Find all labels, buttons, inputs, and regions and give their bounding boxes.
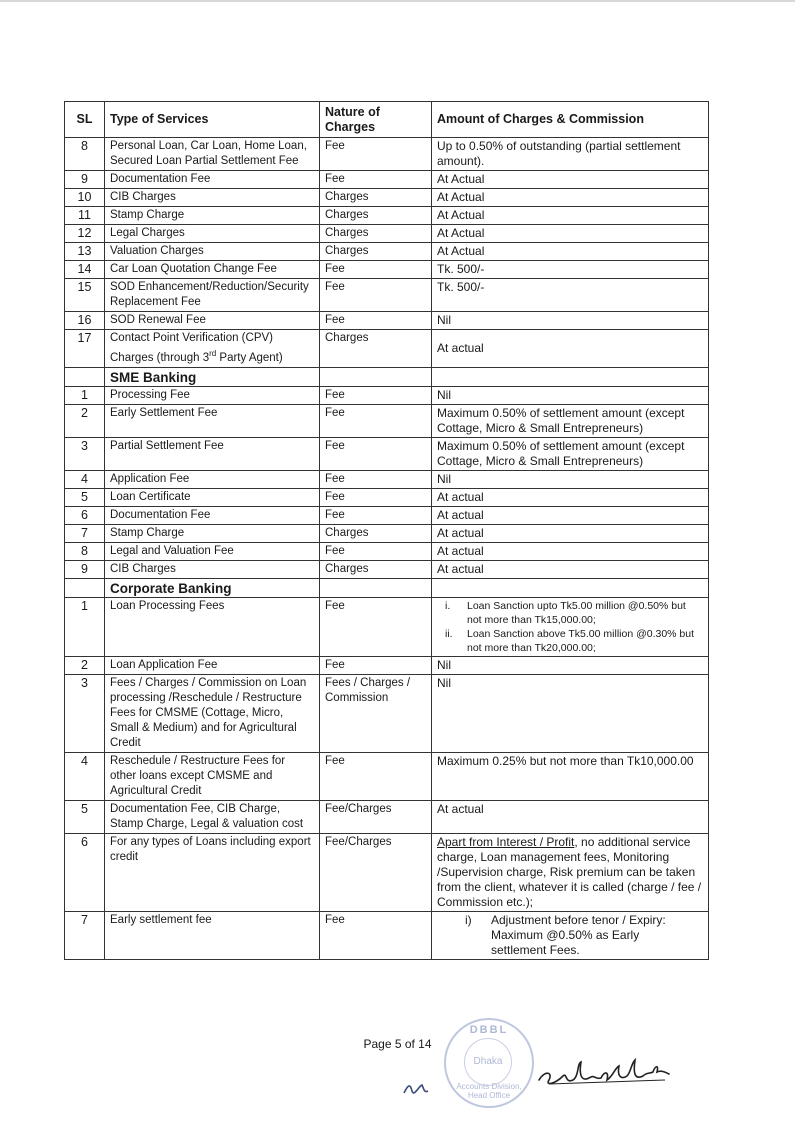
- row-service: CIB Charges: [105, 189, 320, 207]
- row-amount: At actual: [432, 330, 709, 368]
- top-border: [0, 0, 795, 2]
- row-sl: 6: [65, 506, 105, 524]
- row-sl: 10: [65, 189, 105, 207]
- row-service: Loan Application Fee: [105, 656, 320, 674]
- list-number: i): [465, 912, 472, 927]
- row-amount: [432, 833, 709, 911]
- row-amount: Nil: [432, 674, 709, 752]
- table-row: [65, 207, 709, 225]
- row-nature: Charges: [320, 207, 432, 225]
- row-service: SOD Enhancement/Reduction/Security Replacement Fee: [105, 279, 320, 312]
- signature: [535, 1050, 675, 1095]
- row-sl: 6: [65, 833, 105, 911]
- list-number: ii.: [445, 627, 453, 640]
- charges-table: [64, 101, 709, 960]
- table-row: [65, 752, 709, 800]
- fee-list: [437, 599, 703, 655]
- row-sl: 11: [65, 207, 105, 225]
- row-amount: At actual: [432, 560, 709, 578]
- row-service: [105, 330, 320, 368]
- amount-text: , no additional service charge, Loan management fees, Monitoring /Supervision charge, Risk premium can be taken from the client, whatever it is called (charge / fee / Commission etc.);: [437, 834, 702, 909]
- empty-cell: [65, 578, 105, 597]
- empty-cell: [432, 578, 709, 597]
- list-item: [437, 627, 703, 655]
- row-nature: Fee/Charges: [320, 833, 432, 911]
- empty-cell: [320, 578, 432, 597]
- empty-cell: [65, 367, 105, 386]
- row-sl: 16: [65, 312, 105, 330]
- row-amount: Nil: [432, 656, 709, 674]
- row-amount: At actual: [432, 542, 709, 560]
- row-service: Documentation Fee, CIB Charge, Stamp Charge, Legal & valuation cost: [105, 800, 320, 833]
- section-heading-row: [65, 367, 709, 386]
- table-row: [65, 674, 709, 752]
- corporate-rows: [65, 656, 709, 833]
- header-amount: Amount of Charges & Commission: [432, 102, 709, 138]
- row-amount: At actual: [432, 800, 709, 833]
- row-service: Legal Charges: [105, 225, 320, 243]
- row-amount: Maximum 0.25% but not more than Tk10,000.00: [432, 752, 709, 800]
- empty-cell: [432, 367, 709, 386]
- row-nature: Fee/Charges: [320, 800, 432, 833]
- row-amount: At Actual: [432, 171, 709, 189]
- table-row: [65, 404, 709, 437]
- service-text: Contact Point Verification (CPV) Charges (through 3: [110, 332, 273, 364]
- header-sl: SL: [65, 102, 105, 138]
- table-row: [65, 189, 709, 207]
- page-number: Page 5 of 14: [363, 1037, 432, 1051]
- row-sl: 1: [65, 597, 105, 656]
- row-amount: At Actual: [432, 189, 709, 207]
- row-service: SOD Renewal Fee: [105, 312, 320, 330]
- row-amount: [432, 597, 709, 656]
- section-title-corporate: Corporate Banking: [105, 578, 320, 597]
- corporate-tail: [65, 833, 709, 959]
- empty-cell: [320, 367, 432, 386]
- superscript: rd: [209, 349, 217, 358]
- row-service: Personal Loan, Car Loan, Home Loan, Secured Loan Partial Settlement Fee: [105, 138, 320, 171]
- retail-section: [65, 138, 709, 330]
- row-nature: Charges: [320, 225, 432, 243]
- table-row: [65, 279, 709, 312]
- row-amount: At Actual: [432, 225, 709, 243]
- table-row: [65, 542, 709, 560]
- row-nature: Fee: [320, 404, 432, 437]
- row-service: Partial Settlement Fee: [105, 437, 320, 470]
- row-service: Processing Fee: [105, 386, 320, 404]
- table-header-row: [65, 102, 709, 138]
- row-service: Loan Processing Fees: [105, 597, 320, 656]
- table-row: [65, 171, 709, 189]
- row-service: Car Loan Quotation Change Fee: [105, 261, 320, 279]
- row-amount: Nil: [432, 312, 709, 330]
- row-nature: Charges: [320, 330, 432, 368]
- row-nature: Fee: [320, 488, 432, 506]
- row-nature: Fees / Charges / Commission: [320, 674, 432, 752]
- row-nature: Fee: [320, 911, 432, 959]
- row-sl: 7: [65, 524, 105, 542]
- row-sl: 15: [65, 279, 105, 312]
- row-nature: Fee: [320, 279, 432, 312]
- corporate-section: [65, 578, 709, 656]
- seal-top-text: DBBL: [469, 1024, 509, 1036]
- row-service: Early Settlement Fee: [105, 404, 320, 437]
- list-number: i.: [445, 599, 451, 612]
- service-text: Party Agent): [216, 351, 283, 364]
- row-nature: Charges: [320, 524, 432, 542]
- row-nature: Charges: [320, 560, 432, 578]
- row-nature: Charges: [320, 243, 432, 261]
- row-sl: 9: [65, 560, 105, 578]
- underlined-text: Apart from Interest / Profit: [437, 834, 575, 849]
- table-row: [65, 138, 709, 171]
- row-amount: Maximum 0.50% of settlement amount (except Cottage, Micro & Small Entrepreneurs): [432, 404, 709, 437]
- row-service: Valuation Charges: [105, 243, 320, 261]
- table-row: [65, 243, 709, 261]
- row-service: CIB Charges: [105, 560, 320, 578]
- table-row: [65, 597, 709, 656]
- row-nature: Charges: [320, 189, 432, 207]
- row-amount: At Actual: [432, 243, 709, 261]
- table-row: [65, 833, 709, 911]
- row-sl: 8: [65, 138, 105, 171]
- row-service: Stamp Charge: [105, 524, 320, 542]
- table-row: [65, 437, 709, 470]
- row-amount: [432, 911, 709, 959]
- table-row: [65, 911, 709, 959]
- table-row: [65, 506, 709, 524]
- seal-bottom-text: Accounts Division, Head Office: [456, 1082, 522, 1100]
- table-row: [65, 386, 709, 404]
- row-nature: Fee: [320, 597, 432, 656]
- row-sl: 1: [65, 386, 105, 404]
- row-sl: 13: [65, 243, 105, 261]
- table-row: [65, 312, 709, 330]
- row-amount: Up to 0.50% of outstanding (partial settlement amount).: [432, 138, 709, 171]
- table-row: [65, 330, 709, 368]
- row-amount: At actual: [432, 506, 709, 524]
- table-row: [65, 800, 709, 833]
- row-service: Documentation Fee: [105, 171, 320, 189]
- table-row: [65, 560, 709, 578]
- row-nature: Fee: [320, 138, 432, 171]
- amount-text: Adjustment before tenor / Expiry: Maximum @0.50% as Early settlement Fees.: [491, 912, 666, 957]
- row-service: Legal and Valuation Fee: [105, 542, 320, 560]
- table-row: [65, 488, 709, 506]
- row-amount: At actual: [432, 488, 709, 506]
- row-amount: At actual: [432, 524, 709, 542]
- list-text: Loan Sanction upto Tk5.00 million @0.50% but not more than Tk15,000.00;: [467, 599, 686, 626]
- row-nature: Fee: [320, 386, 432, 404]
- row-sl: 8: [65, 542, 105, 560]
- row-sl: 2: [65, 404, 105, 437]
- row-service: Fees / Charges / Commission on Loan processing /Reschedule / Restructure Fees for CMSME (Cottage, Micro, Small & Medium) and for Agricultural Credit: [105, 674, 320, 752]
- list-text: Loan Sanction above Tk5.00 million @0.30% but not more than Tk20,000.00;: [467, 627, 695, 654]
- row-amount: Maximum 0.50% of settlement amount (except Cottage, Micro & Small Entrepreneurs): [432, 437, 709, 470]
- row-sl: 12: [65, 225, 105, 243]
- sme-section: [65, 386, 709, 578]
- row-service: Stamp Charge: [105, 207, 320, 225]
- row-nature: Fee: [320, 506, 432, 524]
- row-amount: At Actual: [432, 207, 709, 225]
- row-sl: 5: [65, 488, 105, 506]
- row-sl: 2: [65, 656, 105, 674]
- row-nature: Fee: [320, 470, 432, 488]
- row-nature: Fee: [320, 542, 432, 560]
- row-sl: 17: [65, 330, 105, 368]
- row-amount: Nil: [432, 470, 709, 488]
- row-service: For any types of Loans including export credit: [105, 833, 320, 911]
- row-nature: Fee: [320, 312, 432, 330]
- table-row: [65, 225, 709, 243]
- row-nature: Fee: [320, 437, 432, 470]
- row-sl: 3: [65, 437, 105, 470]
- table-row: [65, 470, 709, 488]
- row-nature: Fee: [320, 752, 432, 800]
- row-nature: Fee: [320, 171, 432, 189]
- table-row: [65, 656, 709, 674]
- table-row: [65, 261, 709, 279]
- row-nature: Fee: [320, 261, 432, 279]
- row-nature: Fee: [320, 656, 432, 674]
- seal-center-text: Dhaka: [464, 1038, 512, 1086]
- row-amount: Nil: [432, 386, 709, 404]
- row-sl: 3: [65, 674, 105, 752]
- row-sl: 5: [65, 800, 105, 833]
- row-sl: 9: [65, 171, 105, 189]
- header-type: Type of Services: [105, 102, 320, 138]
- row-amount: Tk. 500/-: [432, 261, 709, 279]
- table-row: [65, 524, 709, 542]
- list-item: [437, 599, 703, 627]
- office-seal: [444, 1018, 534, 1108]
- row-service: Application Fee: [105, 470, 320, 488]
- header-nature: Nature of Charges: [320, 102, 432, 138]
- section-heading-row: [65, 578, 709, 597]
- row-service: Loan Certificate: [105, 488, 320, 506]
- retail-row-17: [65, 330, 709, 387]
- row-sl: 7: [65, 911, 105, 959]
- initial-mark: [400, 1075, 430, 1101]
- row-sl: 4: [65, 752, 105, 800]
- row-amount: Tk. 500/-: [432, 279, 709, 312]
- section-title-sme: SME Banking: [105, 367, 320, 386]
- row-sl: 4: [65, 470, 105, 488]
- row-service: Documentation Fee: [105, 506, 320, 524]
- row-sl: 14: [65, 261, 105, 279]
- row-service: Reschedule / Restructure Fees for other loans except CMSME and Agricultural Credit: [105, 752, 320, 800]
- row-service: Early settlement fee: [105, 911, 320, 959]
